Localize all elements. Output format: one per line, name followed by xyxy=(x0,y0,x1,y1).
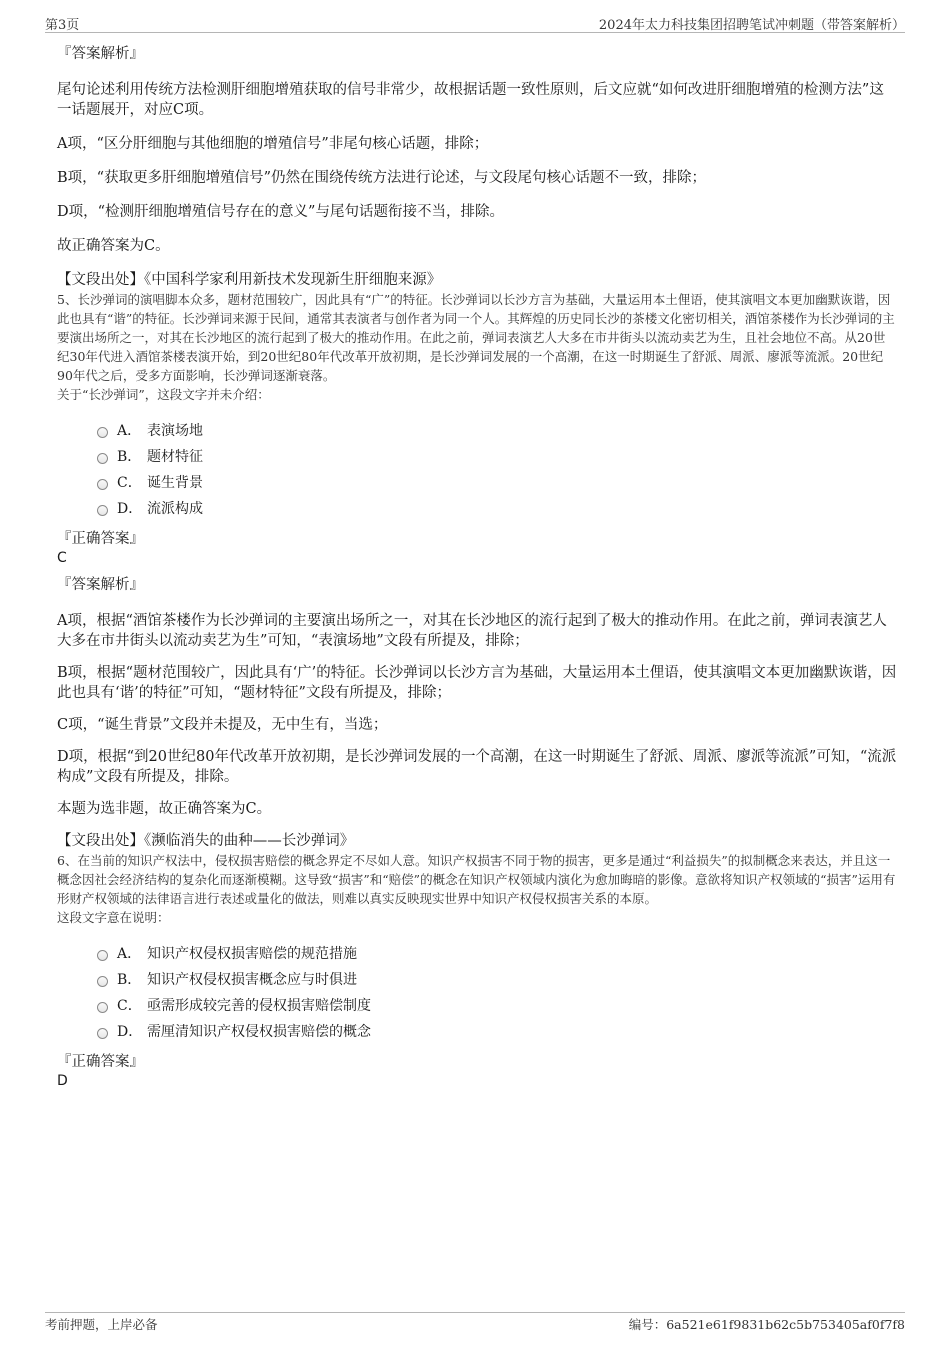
option-a[interactable] xyxy=(97,417,897,443)
analysis-heading: 『答案解析』 xyxy=(57,577,144,593)
answer-heading: 『正确答案』 xyxy=(57,531,144,547)
page-footer xyxy=(45,1312,905,1333)
option-label: 需厘清知识产权侵权损害赔偿的概念 xyxy=(147,1024,371,1040)
question-stem: 关于“长沙弹词”，这段文字并未介绍： xyxy=(57,387,270,402)
radio-button[interactable] xyxy=(97,1028,108,1039)
analysis-paragraph: C项，“诞生背景”文段并未提及，无中生有，当选； xyxy=(57,717,388,733)
option-label: 知识产权侵权损害概念应与时俱进 xyxy=(147,972,357,988)
analysis-paragraph: A项，“区分肝细胞与其他细胞的增殖信号”非尾句核心话题，排除； xyxy=(57,136,489,152)
radio-button[interactable] xyxy=(97,950,108,961)
option-letter: A． xyxy=(117,423,142,439)
analysis-paragraph: D项，根据“到20世纪80年代改革开放初期，是长沙弹词发展的一个高潮，在这一时期诞生了舒派、周派、廖派等流派”可知，“流派构成”文段有所提及，排除。 xyxy=(57,749,897,785)
radio-button[interactable] xyxy=(97,453,108,464)
document-title: 2024年太力科技集团招聘笔试冲刺题（带答案解析） xyxy=(598,18,905,33)
option-letter: A． xyxy=(117,946,142,962)
option-list xyxy=(97,940,897,1044)
radio-button[interactable] xyxy=(97,479,108,490)
radio-button[interactable] xyxy=(97,505,108,516)
option-letter: D． xyxy=(117,501,143,517)
analysis-paragraph: B项，“获取更多肝细胞增殖信号”仍然在围绕传统方法进行论述，与文段尾句核心话题不一致，排除； xyxy=(57,170,706,186)
radio-button[interactable] xyxy=(97,1002,108,1013)
option-letter: D． xyxy=(117,1024,143,1040)
question-stem: 这段文字意在说明： xyxy=(57,910,170,925)
document-code: 编号：6a521e61f9831b62c5b753405af0f7f8 xyxy=(628,1317,905,1332)
question-text: 6、在当前的知识产权法中，侵权损害赔偿的概念界定不尽如人意。知识产权损害不同于物的损害，更多是通过“利益损失”的拟制概念来表达，并且这一概念因社会经济结构的复杂化而逐渐模糊。这导致“损害”和“赔偿”的概念在知识产权领域内演化为愈加晦暗的影像。意欲将知识产权领域的“损害”运用有形财产权领域的法律语言进行表述或量化的做法，则难以真实反映现实世界中知识产权侵权损害关系的本原。 xyxy=(57,853,896,906)
option-label: 题材特征 xyxy=(147,449,203,465)
option-c[interactable] xyxy=(97,992,897,1018)
analysis-paragraph: 尾句论述利用传统方法检测肝细胞增殖获取的信号非常少，故根据话题一致性原则，后文应就“如何改进肝细胞增殖的检测方法”这一话题展开，对应C项。 xyxy=(57,82,884,118)
question-5 xyxy=(57,290,897,851)
page-header xyxy=(45,14,905,33)
source-citation: 【文段出处】《濒临消失的曲种——长沙弹词》 xyxy=(57,833,355,849)
option-a[interactable] xyxy=(97,940,897,966)
option-label: 知识产权侵权损害赔偿的规范措施 xyxy=(147,946,357,962)
analysis-paragraph: D项，“检测肝细胞增殖信号存在的意义”与尾句话题衔接不当，排除。 xyxy=(57,204,504,220)
question-6 xyxy=(57,851,897,1090)
radio-button[interactable] xyxy=(97,427,108,438)
analysis-paragraph: B项，根据“题材范围较广，因此具有‘广’的特征。长沙弹词以长沙方言为基础，大量运用本土俚语，使其演唱文本更加幽默诙谐，因此也具有‘谐’的特征”可知，“题材特征”文段有所提及，排除； xyxy=(57,665,897,701)
option-d[interactable] xyxy=(97,495,897,521)
option-c[interactable] xyxy=(97,469,897,495)
radio-button[interactable] xyxy=(97,976,108,987)
option-letter: C． xyxy=(117,998,142,1014)
page-content xyxy=(57,44,897,1090)
option-list xyxy=(97,417,897,521)
analysis-heading: 『答案解析』 xyxy=(57,46,144,62)
option-b[interactable] xyxy=(97,443,897,469)
option-letter: B． xyxy=(117,972,142,988)
option-b[interactable] xyxy=(97,966,897,992)
source-citation: 【文段出处】《中国科学家利用新技术发现新生肝细胞来源》 xyxy=(57,272,442,288)
correct-answer: D xyxy=(57,1073,68,1089)
analysis-conclusion: 本题为选非题，故正确答案为C。 xyxy=(57,801,272,817)
analysis-paragraph: A项，根据“酒馆茶楼作为长沙弹词的主要演出场所之一，对其在长沙地区的流行起到了极大的推动作用。在此之前，弹词表演艺人大多在市井街头以流动卖艺为生”可知，“表演场地”文段有所提及，排除； xyxy=(57,613,887,649)
option-label: 亟需形成较完善的侵权损害赔偿制度 xyxy=(147,998,371,1014)
answer-heading: 『正确答案』 xyxy=(57,1054,144,1070)
option-label: 表演场地 xyxy=(147,423,203,439)
q4-analysis xyxy=(57,44,897,290)
page-number: 第3页 xyxy=(45,18,80,33)
correct-answer: C xyxy=(57,550,67,566)
question-text: 5、长沙弹词的演唱脚本众多，题材范围较广，因此具有“广”的特征。长沙弹词以长沙方言为基础，大量运用本土俚语，使其演唱文本更加幽默诙谐，因此也具有“谐”的特征。长沙弹词来源于民间，通常其表演者与创作者为同一个人。其辉煌的历史同长沙的茶楼文化密切相关，酒馆茶楼作为长沙弹词的主要演出场所之一，对其在长沙地区的流行起到了极大的推动作用。在此之前，弹词表演艺人大多在市井街头以流动卖艺为生，且社会地位不高。从20世纪30年代进入酒馆茶楼表演开始，到20世纪80年代改革开放初期，是长沙弹词发展的一个高潮，在这一时期诞生了舒派、周派、廖派等流派。20世纪90年代之后，受多方面影响，长沙弹词逐渐衰落。 xyxy=(57,292,895,383)
option-label: 流派构成 xyxy=(147,501,203,517)
option-label: 诞生背景 xyxy=(147,475,203,491)
option-letter: C． xyxy=(117,475,142,491)
option-letter: B． xyxy=(117,449,142,465)
option-d[interactable] xyxy=(97,1018,897,1044)
analysis-conclusion: 故正确答案为C。 xyxy=(57,238,170,254)
footer-slogan: 考前押题，上岸必备 xyxy=(45,1317,158,1332)
